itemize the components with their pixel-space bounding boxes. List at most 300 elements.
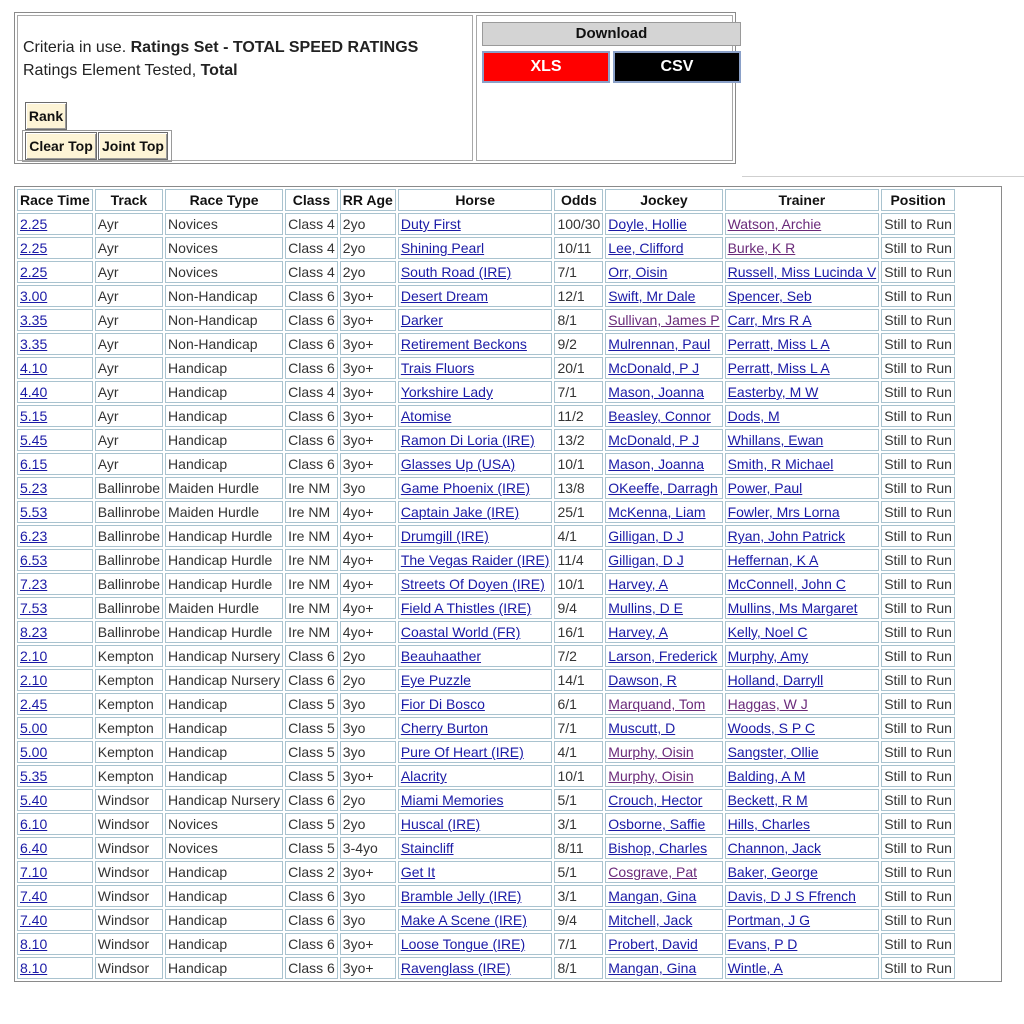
position-cell: Still to Run	[881, 285, 955, 307]
odds-cell: 4/1	[554, 525, 603, 547]
table-row	[17, 453, 955, 475]
jockey-cell	[605, 525, 722, 547]
class-cell: Class 6	[285, 357, 338, 379]
race-time-link[interactable]: 7.23	[20, 576, 48, 592]
race-time-link[interactable]: 8.10	[20, 936, 48, 952]
trainer-cell	[725, 933, 880, 955]
trainer-cell	[725, 405, 880, 427]
download-csv-button[interactable]: CSV	[613, 51, 741, 83]
horse-link[interactable]: Fior Di Bosco	[400, 696, 485, 712]
joint-top-button[interactable]: Joint Top	[98, 132, 168, 160]
class-cell: Class 5	[285, 693, 338, 715]
horse-link[interactable]: Ravenglass (IRE)	[400, 960, 511, 976]
position-cell: Still to Run	[881, 837, 955, 859]
horse-link[interactable]: Ramon Di Loria (IRE)	[400, 432, 535, 448]
race-time-link[interactable]: 7.53	[20, 600, 48, 616]
position-cell: Still to Run	[881, 261, 955, 283]
trainer-link[interactable]: Evans, P D	[727, 936, 798, 952]
race-time-link[interactable]: 5.15	[20, 408, 48, 424]
race-time-cell	[17, 357, 93, 379]
track-cell: Kempton	[95, 693, 163, 715]
horse-cell	[398, 525, 553, 547]
race-type-cell: Handicap	[165, 909, 283, 931]
horse-link[interactable]: Huscal (IRE)	[400, 816, 481, 832]
table-row	[17, 909, 955, 931]
horse-link[interactable]: Loose Tongue (IRE)	[400, 936, 526, 952]
race-time-link[interactable]: 3.35	[20, 312, 48, 328]
horse-link[interactable]: Streets Of Doyen (IRE)	[400, 576, 545, 592]
jockey-link[interactable]: Mason, Joanna	[608, 384, 705, 400]
jockey-link[interactable]: Harvey, A	[608, 576, 668, 592]
jockey-cell	[605, 789, 722, 811]
horse-link[interactable]: Desert Dream	[400, 288, 488, 304]
race-type-cell: Handicap Nursery	[165, 789, 283, 811]
horse-link[interactable]: Yorkshire Lady	[400, 384, 493, 400]
trainer-cell	[725, 429, 880, 451]
trainer-link[interactable]: Smith, R Michael	[727, 456, 834, 472]
column-header-position: Position	[881, 189, 955, 211]
trainer-link[interactable]: Spencer, Seb	[727, 288, 812, 304]
trainer-cell	[725, 621, 880, 643]
trainer-link[interactable]: Power, Paul	[727, 480, 803, 496]
horse-link[interactable]: Captain Jake (IRE)	[400, 504, 520, 520]
race-type-cell: Handicap	[165, 429, 283, 451]
track-cell: Windsor	[95, 909, 163, 931]
class-cell: Class 6	[285, 453, 338, 475]
position-cell: Still to Run	[881, 693, 955, 715]
race-type-cell: Handicap Nursery	[165, 669, 283, 691]
rr-age-cell: 2yo	[340, 645, 396, 667]
horse-cell	[398, 357, 553, 379]
race-time-cell	[17, 741, 93, 763]
rr-age-cell: 3yo	[340, 909, 396, 931]
horse-cell	[398, 477, 553, 499]
race-time-link[interactable]: 6.15	[20, 456, 48, 472]
trainer-cell	[725, 285, 880, 307]
horse-cell	[398, 501, 553, 523]
horse-link[interactable]: Make A Scene (IRE)	[400, 912, 527, 928]
jockey-link[interactable]: OKeeffe, Darragh	[608, 480, 718, 496]
race-time-link[interactable]: 7.10	[20, 864, 48, 880]
race-time-cell	[17, 285, 93, 307]
horse-cell	[398, 669, 553, 691]
race-type-cell: Handicap Hurdle	[165, 621, 283, 643]
class-cell: Class 6	[285, 645, 338, 667]
race-type-cell: Handicap	[165, 765, 283, 787]
horse-link[interactable]: Bramble Jelly (IRE)	[400, 888, 522, 904]
table-row	[17, 285, 955, 307]
class-cell: Class 6	[285, 285, 338, 307]
race-time-link[interactable]: 8.23	[20, 624, 48, 640]
position-cell: Still to Run	[881, 813, 955, 835]
position-cell: Still to Run	[881, 357, 955, 379]
race-time-cell	[17, 477, 93, 499]
odds-cell: 7/1	[554, 717, 603, 739]
position-cell: Still to Run	[881, 789, 955, 811]
trainer-link[interactable]: Murphy, Amy	[727, 648, 809, 664]
column-header-track: Track	[95, 189, 163, 211]
race-time-link[interactable]: 2.45	[20, 696, 48, 712]
track-cell: Ballinrobe	[95, 525, 163, 547]
horse-link[interactable]: Drumgill (IRE)	[400, 528, 489, 544]
jockey-cell	[605, 453, 722, 475]
odds-cell: 6/1	[554, 693, 603, 715]
table-row	[17, 717, 955, 739]
trainer-link[interactable]: McConnell, John C	[727, 576, 846, 592]
table-row	[17, 813, 955, 835]
jockey-link[interactable]: Sullivan, James P	[608, 312, 720, 328]
race-time-cell	[17, 717, 93, 739]
trainer-cell	[725, 885, 880, 907]
jockey-link[interactable]: McDonald, P J	[608, 360, 700, 376]
horse-link[interactable]: Atomise	[400, 408, 452, 424]
table-row	[17, 741, 955, 763]
horse-link[interactable]: Field A Thistles (IRE)	[400, 600, 532, 616]
race-time-link[interactable]: 6.53	[20, 552, 48, 568]
track-cell: Kempton	[95, 645, 163, 667]
odds-cell: 9/4	[554, 597, 603, 619]
track-cell: Ayr	[95, 453, 163, 475]
race-time-link[interactable]: 5.00	[20, 744, 48, 760]
jockey-link[interactable]: Dawson, R	[608, 672, 677, 688]
race-time-link[interactable]: 7.40	[20, 912, 48, 928]
race-time-link[interactable]: 6.40	[20, 840, 48, 856]
column-header-horse: Horse	[398, 189, 553, 211]
trainer-link[interactable]: Burke, K R	[727, 240, 796, 256]
horse-cell	[398, 813, 553, 835]
trainer-link[interactable]: Hills, Charles	[727, 816, 811, 832]
results-table-wrap	[14, 186, 1002, 982]
horse-cell	[398, 285, 553, 307]
rr-age-cell: 4yo+	[340, 525, 396, 547]
jockey-link[interactable]: Mangan, Gina	[608, 888, 697, 904]
race-type-cell: Maiden Hurdle	[165, 501, 283, 523]
jockey-link[interactable]: Mulrennan, Paul	[608, 336, 711, 352]
class-cell: Class 2	[285, 861, 338, 883]
race-time-cell	[17, 885, 93, 907]
rr-age-cell: 4yo+	[340, 573, 396, 595]
table-row	[17, 765, 955, 787]
horse-link[interactable]: Alacrity	[400, 768, 447, 784]
table-row	[17, 621, 955, 643]
jockey-cell	[605, 501, 722, 523]
trainer-link[interactable]: Channon, Jack	[727, 840, 821, 856]
jockey-link[interactable]: Bishop, Charles	[608, 840, 708, 856]
jockey-link[interactable]: Osborne, Saffie	[608, 816, 706, 832]
trainer-cell	[725, 765, 880, 787]
jockey-link[interactable]: Muscutt, D	[608, 720, 676, 736]
column-header-rr-age: RR Age	[340, 189, 396, 211]
trainer-link[interactable]: Haggas, W J	[727, 696, 808, 712]
odds-cell: 4/1	[554, 741, 603, 763]
column-header-trainer: Trainer	[725, 189, 880, 211]
track-cell: Ayr	[95, 405, 163, 427]
position-cell: Still to Run	[881, 549, 955, 571]
class-cell: Ire NM	[285, 477, 338, 499]
odds-cell: 8/1	[554, 957, 603, 979]
rr-age-cell: 2yo	[340, 789, 396, 811]
position-cell: Still to Run	[881, 645, 955, 667]
trainer-link[interactable]: Beckett, R M	[727, 792, 808, 808]
jockey-link[interactable]: McDonald, P J	[608, 432, 700, 448]
rr-age-cell: 3-4yo	[340, 837, 396, 859]
horse-cell	[398, 597, 553, 619]
jockey-cell	[605, 885, 722, 907]
rr-age-cell: 3yo+	[340, 933, 396, 955]
jockey-link[interactable]: Murphy, Oisin	[608, 744, 694, 760]
column-header-race-time: Race Time	[17, 189, 93, 211]
trainer-link[interactable]: Carr, Mrs R A	[727, 312, 812, 328]
jockey-link[interactable]: Larson, Frederick	[608, 648, 718, 664]
horse-link[interactable]: Game Phoenix (IRE)	[400, 480, 531, 496]
trainer-link[interactable]: Ryan, John Patrick	[727, 528, 846, 544]
horse-cell	[398, 309, 553, 331]
class-cell: Class 5	[285, 741, 338, 763]
trainer-link[interactable]: Portman, J G	[727, 912, 811, 928]
trainer-link[interactable]: Sangster, Ollie	[727, 744, 819, 760]
race-time-cell	[17, 837, 93, 859]
trainer-link[interactable]: Easterby, M W	[727, 384, 819, 400]
race-time-link[interactable]: 3.35	[20, 336, 48, 352]
race-time-cell	[17, 693, 93, 715]
rr-age-cell: 3yo+	[340, 357, 396, 379]
jockey-cell	[605, 669, 722, 691]
race-time-link[interactable]: 5.40	[20, 792, 48, 808]
race-time-link[interactable]: 5.00	[20, 720, 48, 736]
table-row	[17, 309, 955, 331]
jockey-link[interactable]: Marquand, Tom	[608, 696, 706, 712]
jockey-link[interactable]: Orr, Oisin	[608, 264, 668, 280]
track-cell: Ballinrobe	[95, 573, 163, 595]
trainer-link[interactable]: Watson, Archie	[727, 216, 822, 232]
horse-cell	[398, 381, 553, 403]
class-cell: Class 5	[285, 837, 338, 859]
race-time-link[interactable]: 2.10	[20, 648, 48, 664]
race-time-link[interactable]: 5.53	[20, 504, 48, 520]
jockey-cell	[605, 405, 722, 427]
rr-age-cell: 3yo+	[340, 333, 396, 355]
race-type-cell: Handicap Hurdle	[165, 549, 283, 571]
class-cell: Class 4	[285, 261, 338, 283]
table-row	[17, 573, 955, 595]
race-time-link[interactable]: 4.40	[20, 384, 48, 400]
race-type-cell: Handicap	[165, 381, 283, 403]
race-time-link[interactable]: 6.10	[20, 816, 48, 832]
race-type-cell: Novices	[165, 237, 283, 259]
horse-link[interactable]: Darker	[400, 312, 443, 328]
trainer-link[interactable]: Dods, M	[727, 408, 780, 424]
race-time-cell	[17, 237, 93, 259]
horse-link[interactable]: Trais Fluors	[400, 360, 475, 376]
race-type-cell: Handicap	[165, 405, 283, 427]
table-row	[17, 597, 955, 619]
race-time-cell	[17, 933, 93, 955]
jockey-cell	[605, 837, 722, 859]
jockey-link[interactable]: Gilligan, D J	[608, 552, 684, 568]
class-cell: Ire NM	[285, 525, 338, 547]
race-time-link[interactable]: 5.23	[20, 480, 48, 496]
jockey-link[interactable]: Mangan, Gina	[608, 960, 697, 976]
horse-link[interactable]: Miami Memories	[400, 792, 504, 808]
position-cell: Still to Run	[881, 957, 955, 979]
trainer-link[interactable]: Balding, A M	[727, 768, 806, 784]
jockey-link[interactable]: Mason, Joanna	[608, 456, 705, 472]
download-box	[476, 15, 733, 161]
odds-cell: 14/1	[554, 669, 603, 691]
position-cell: Still to Run	[881, 909, 955, 931]
position-cell: Still to Run	[881, 717, 955, 739]
trainer-cell	[725, 501, 880, 523]
horse-cell	[398, 621, 553, 643]
jockey-link[interactable]: Gilligan, D J	[608, 528, 684, 544]
race-time-link[interactable]: 2.25	[20, 264, 48, 280]
jockey-link[interactable]: Beasley, Connor	[608, 408, 711, 424]
horse-link[interactable]: Pure Of Heart (IRE)	[400, 744, 524, 760]
horse-link[interactable]: Retirement Beckons	[400, 336, 527, 352]
race-time-link[interactable]: 5.35	[20, 768, 48, 784]
horse-cell	[398, 741, 553, 763]
trainer-cell	[725, 717, 880, 739]
class-cell: Class 5	[285, 765, 338, 787]
odds-cell: 13/2	[554, 429, 603, 451]
horse-link[interactable]: Beauhaather	[400, 648, 482, 664]
track-cell: Ayr	[95, 285, 163, 307]
download-xls-button[interactable]: XLS	[482, 51, 610, 83]
trainer-link[interactable]: Davis, D J S Ffrench	[727, 888, 856, 904]
jockey-cell	[605, 285, 722, 307]
column-header-class: Class	[285, 189, 338, 211]
jockey-link[interactable]: Harvey, A	[608, 624, 668, 640]
horse-link[interactable]: Coastal World (FR)	[400, 624, 521, 640]
position-cell: Still to Run	[881, 309, 955, 331]
race-time-link[interactable]: 2.10	[20, 672, 48, 688]
class-cell: Ire NM	[285, 597, 338, 619]
table-row	[17, 213, 955, 235]
race-time-link[interactable]: 2.25	[20, 216, 48, 232]
rr-age-cell: 4yo+	[340, 501, 396, 523]
trainer-link[interactable]: Woods, S P C	[727, 720, 815, 736]
race-time-link[interactable]: 5.45	[20, 432, 48, 448]
table-row	[17, 525, 955, 547]
clear-top-button[interactable]: Clear Top	[25, 132, 97, 160]
jockey-cell	[605, 357, 722, 379]
trainer-link[interactable]: Kelly, Noel C	[727, 624, 808, 640]
race-time-link[interactable]: 2.25	[20, 240, 48, 256]
jockey-link[interactable]: Murphy, Oisin	[608, 768, 694, 784]
horse-cell	[398, 885, 553, 907]
horse-cell	[398, 789, 553, 811]
track-cell: Ayr	[95, 333, 163, 355]
jockey-link[interactable]: Doyle, Hollie	[608, 216, 687, 232]
jockey-link[interactable]: Mitchell, Jack	[608, 912, 693, 928]
horse-link[interactable]: Eye Puzzle	[400, 672, 471, 688]
odds-cell: 7/1	[554, 261, 603, 283]
trainer-link[interactable]: Whillans, Ewan	[727, 432, 824, 448]
horse-link[interactable]: Glasses Up (USA)	[400, 456, 516, 472]
race-time-link[interactable]: 8.10	[20, 960, 48, 976]
jockey-cell	[605, 309, 722, 331]
track-cell: Ballinrobe	[95, 501, 163, 523]
trainer-link[interactable]: Perratt, Miss L A	[727, 360, 830, 376]
odds-cell: 11/2	[554, 405, 603, 427]
rr-age-cell: 3yo+	[340, 765, 396, 787]
race-time-cell	[17, 621, 93, 643]
horse-link[interactable]: Get It	[400, 864, 436, 880]
table-row	[17, 693, 955, 715]
odds-cell: 10/11	[554, 237, 603, 259]
horse-link[interactable]: Staincliff	[400, 840, 454, 856]
trainer-cell	[725, 333, 880, 355]
trainer-link[interactable]: Perratt, Miss L A	[727, 336, 830, 352]
jockey-cell	[605, 333, 722, 355]
horse-cell	[398, 573, 553, 595]
trainer-link[interactable]: Fowler, Mrs Lorna	[727, 504, 840, 520]
jockey-cell	[605, 549, 722, 571]
jockey-cell	[605, 861, 722, 883]
jockey-link[interactable]: Crouch, Hector	[608, 792, 703, 808]
odds-cell: 11/4	[554, 549, 603, 571]
rr-age-cell: 3yo	[340, 717, 396, 739]
track-cell: Windsor	[95, 933, 163, 955]
table-row	[17, 405, 955, 427]
race-time-link[interactable]: 6.23	[20, 528, 48, 544]
race-time-cell	[17, 861, 93, 883]
horse-link[interactable]: Shining Pearl	[400, 240, 485, 256]
track-cell: Kempton	[95, 669, 163, 691]
track-cell: Ballinrobe	[95, 621, 163, 643]
trainer-link[interactable]: Heffernan, K A	[727, 552, 819, 568]
trainer-link[interactable]: Wintle, A	[727, 960, 783, 976]
class-cell: Class 5	[285, 717, 338, 739]
horse-link[interactable]: South Road (IRE)	[400, 264, 512, 280]
position-cell: Still to Run	[881, 885, 955, 907]
jockey-link[interactable]: Lee, Clifford	[608, 240, 684, 256]
table-row	[17, 669, 955, 691]
jockey-link[interactable]: Probert, David	[608, 936, 698, 952]
track-cell: Windsor	[95, 885, 163, 907]
horse-link[interactable]: Cherry Burton	[400, 720, 488, 736]
horse-link[interactable]: The Vegas Raider (IRE)	[400, 552, 550, 568]
jockey-cell	[605, 237, 722, 259]
jockey-link[interactable]: Cosgrave, Pat	[608, 864, 698, 880]
race-time-link[interactable]: 7.40	[20, 888, 48, 904]
jockey-link[interactable]: McKenna, Liam	[608, 504, 706, 520]
jockey-link[interactable]: Swift, Mr Dale	[608, 288, 696, 304]
class-cell: Class 6	[285, 309, 338, 331]
trainer-link[interactable]: Russell, Miss Lucinda V	[727, 264, 877, 280]
trainer-link[interactable]: Holland, Darryll	[727, 672, 824, 688]
rank-button[interactable]: Rank	[25, 102, 67, 130]
jockey-link[interactable]: Mullins, D E	[608, 600, 683, 616]
table-row	[17, 861, 955, 883]
race-time-link[interactable]: 4.10	[20, 360, 48, 376]
trainer-cell	[725, 357, 880, 379]
odds-cell: 7/2	[554, 645, 603, 667]
horse-cell	[398, 909, 553, 931]
trainer-cell	[725, 909, 880, 931]
table-row	[17, 357, 955, 379]
trainer-link[interactable]: Mullins, Ms Margaret	[727, 600, 858, 616]
horse-link[interactable]: Duty First	[400, 216, 461, 232]
trainer-link[interactable]: Baker, George	[727, 864, 818, 880]
rr-age-cell: 2yo	[340, 213, 396, 235]
column-header-race-type: Race Type	[165, 189, 283, 211]
horse-cell	[398, 429, 553, 451]
horse-cell	[398, 861, 553, 883]
trainer-cell	[725, 813, 880, 835]
race-time-link[interactable]: 3.00	[20, 288, 48, 304]
horse-cell	[398, 213, 553, 235]
